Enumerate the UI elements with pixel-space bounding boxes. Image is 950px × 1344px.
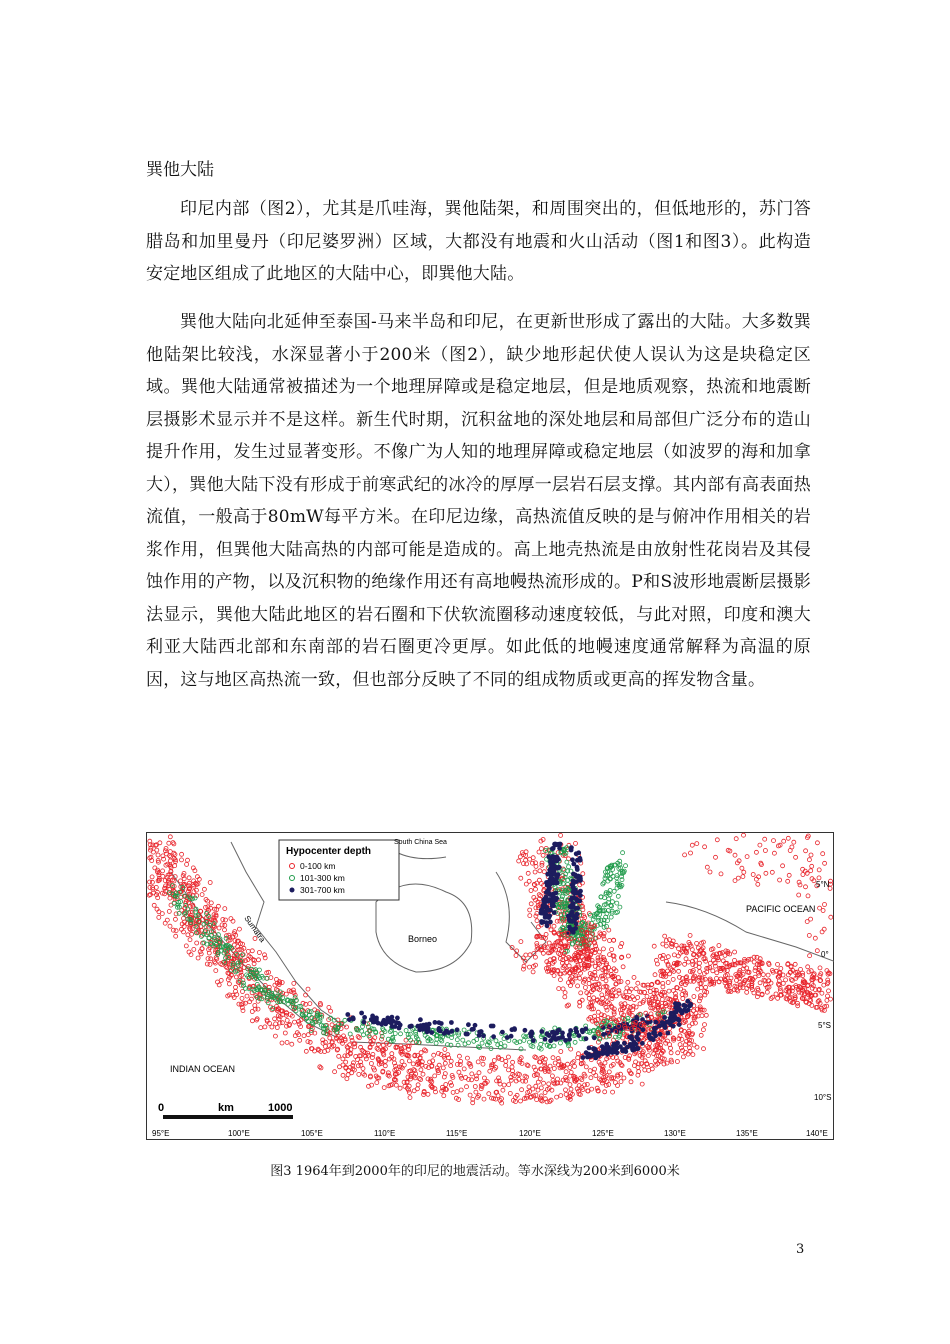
deep-quake: [554, 880, 559, 885]
deep-quake: [576, 850, 581, 855]
label-indian-ocean: INDIAN OCEAN: [170, 1064, 236, 1074]
deep-quake: [345, 1012, 350, 1017]
deep-quake: [471, 1027, 476, 1032]
deep-quake: [677, 1022, 682, 1027]
seismicity-map: [146, 832, 834, 1140]
deep-quake: [571, 879, 576, 884]
deep-quake: [604, 1046, 609, 1051]
deep-quake: [587, 1046, 592, 1051]
deep-quake: [575, 912, 580, 917]
svg-text:125°E: 125°E: [592, 1129, 614, 1138]
deep-quake: [510, 1027, 515, 1032]
deep-quake: [588, 1054, 593, 1059]
svg-text:105°E: 105°E: [301, 1129, 323, 1138]
deep-quake: [569, 897, 574, 902]
deep-quake: [641, 1027, 646, 1032]
svg-text:5°S: 5°S: [818, 1021, 831, 1030]
deep-quake: [380, 1020, 385, 1025]
deep-quake: [570, 910, 575, 915]
deep-quake: [479, 1029, 484, 1034]
deep-quake: [634, 1035, 639, 1040]
deep-quake: [466, 1022, 471, 1027]
deep-quake: [455, 1027, 460, 1032]
deep-quake: [571, 872, 576, 877]
label-pacific-ocean: PACIFIC OCEAN: [746, 904, 816, 914]
deep-quake: [545, 915, 550, 920]
legend: [279, 840, 399, 900]
legend-title: Hypocenter depth: [286, 846, 372, 857]
deep-quake: [395, 1016, 400, 1021]
deep-quake: [543, 1037, 548, 1042]
deep-quake: [681, 1003, 686, 1008]
deep-quake: [592, 1052, 597, 1057]
deep-quake: [611, 1043, 616, 1048]
deep-quake: [547, 1033, 552, 1038]
deep-quake: [600, 1050, 605, 1055]
svg-text:0: 0: [158, 1102, 165, 1114]
deep-quake: [578, 889, 583, 894]
deep-quake: [433, 1020, 438, 1025]
deep-quake: [551, 1030, 556, 1035]
deep-quake: [618, 1044, 623, 1049]
deep-quake: [393, 1024, 398, 1029]
deep-quake: [555, 855, 560, 860]
deep-quake: [552, 910, 557, 915]
deep-quake: [574, 891, 579, 896]
deep-quake: [523, 1028, 528, 1033]
deep-quake: [529, 1034, 534, 1039]
deep-quake: [622, 1041, 627, 1046]
deep-quake: [531, 1038, 536, 1043]
deep-quake: [575, 906, 580, 911]
deep-quake: [391, 1019, 396, 1024]
deep-quake: [549, 863, 554, 868]
legend-item-1: 0-100 km: [300, 861, 336, 871]
deep-quake: [623, 1049, 628, 1054]
deep-quake: [540, 909, 545, 914]
svg-text:100°E: 100°E: [228, 1129, 250, 1138]
deep-quake: [635, 1046, 640, 1051]
svg-text:120°E: 120°E: [519, 1129, 541, 1138]
paragraph-2: 巽他大陆向北延伸至泰国-马来半岛和印尼，在更新世形成了露出的大陆。大多数巽他陆架比较浅，水深显著小于200米（图2），缺少地形起伏使人误认为这是块稳定区域。巽他大陆通常被描述为一个地理屏障或是稳定地层，但是地质观察，热流和地震断层摄影术显示并不是这样。新生代时期，沉积盆地的深处地层和局部但广泛分布的造山提升作用，发生过显著变形。不像广为人知的地理屏障或稳定地层（如波罗的海和加拿大），巽他大陆下没有形成于前寒武纪的冰冷的厚厚一层岩石层支撑。其内部有高表面热流值，一般高于80mW每平方米。在印尼边缘，高热流值反映的是与俯冲作用相关的岩浆作用，但巽他大陆高热的内部可能是造成的。高上地壳热流是由放射性花岗岩及其侵蚀作用的产物，以及沉积物的绝缘作用还有高地幔热流形成的。P和S波形地震断层摄影法显示，巽他大陆此地区的岩石圈和下伏软流圈移动速度较低，与此对照，印度和澳大利亚大陆西北部和东南部的岩石圈更冷更厚。如此低的地幔速度通常解释为高温的原因，这与地区高热流一致，但也部分反映了不同的组成物质或更高的挥发物含量。: [146, 312, 811, 690]
deep-quake: [663, 1025, 668, 1030]
deep-quake: [553, 842, 558, 847]
deep-quake: [573, 1027, 578, 1032]
deep-quake: [481, 1033, 486, 1038]
label-sumatra: Sumatra: [242, 913, 268, 944]
deep-quake: [578, 856, 583, 861]
label-borneo: Borneo: [408, 934, 438, 944]
deep-quake: [677, 1007, 682, 1012]
deep-quake: [552, 871, 557, 876]
deep-quake: [547, 882, 552, 887]
deep-quake: [398, 1023, 403, 1028]
svg-text:km: km: [218, 1102, 234, 1114]
legend-item-3: 301-700 km: [300, 885, 345, 895]
deep-quake: [351, 1017, 356, 1022]
deep-quake: [653, 1020, 658, 1025]
deep-quake: [359, 1011, 364, 1016]
deep-quake: [541, 899, 546, 904]
deep-quake: [418, 1017, 423, 1022]
deep-quake: [568, 1028, 573, 1033]
deep-quake: [544, 890, 549, 895]
deep-quake: [581, 1055, 586, 1060]
svg-text:0°: 0°: [821, 950, 829, 959]
svg-text:140°E: 140°E: [806, 1129, 828, 1138]
deep-quake: [362, 1015, 367, 1020]
deep-quake: [426, 1026, 431, 1031]
deep-quake: [551, 859, 556, 864]
deep-quake: [629, 1034, 634, 1039]
deep-quake: [608, 1049, 613, 1054]
deep-quake: [568, 904, 573, 909]
deep-quake: [446, 1030, 451, 1035]
deep-quake: [539, 1029, 544, 1034]
deep-quake: [662, 1015, 667, 1020]
deep-quake: [673, 1005, 678, 1010]
legend-item-2: 101-300 km: [300, 873, 345, 883]
page-number: 3: [796, 1242, 805, 1257]
deep-quake: [427, 1022, 432, 1027]
deep-quake: [578, 876, 583, 881]
deep-quake: [505, 1035, 510, 1040]
deep-quake: [580, 1029, 585, 1034]
deep-quake: [546, 854, 551, 859]
deep-quake: [671, 1024, 676, 1029]
deep-quake: [539, 920, 544, 925]
deep-quake: [651, 1037, 656, 1042]
deep-quake: [640, 1041, 645, 1046]
deep-quake: [671, 1018, 676, 1023]
deep-quake: [384, 1019, 389, 1024]
deep-quake: [552, 896, 557, 901]
deep-quake: [566, 914, 571, 919]
deep-quake: [546, 898, 551, 903]
section-title: 巽他大陆: [146, 160, 214, 180]
svg-text:95°E: 95°E: [152, 1129, 170, 1138]
paragraph-1: 印尼内部（图2），尤其是爪哇海，巽他陆架，和周围突出的，但低地形的，苏门答腊岛和加里曼丹（印尼婆罗洲）区域，大都没有地震和火山活动（图1和图3）。此构造安定地区组成了此地区的大陆中心，即巽他大陆。: [146, 199, 811, 284]
svg-text:115°E: 115°E: [446, 1129, 468, 1138]
deep-quake: [560, 1031, 565, 1036]
deep-quake: [571, 862, 576, 867]
label-south-china-sea: South China Sea: [394, 839, 447, 846]
deep-quake: [652, 1030, 657, 1035]
deep-quake: [555, 1029, 560, 1034]
deep-quake: [554, 891, 559, 896]
deep-quake: [544, 920, 549, 925]
deep-quake: [647, 1032, 652, 1037]
deep-quake: [628, 1042, 633, 1047]
deep-quake: [551, 846, 556, 851]
deep-quake: [362, 1020, 367, 1025]
deep-quake: [584, 1050, 589, 1055]
deep-quake: [449, 1020, 454, 1025]
deep-quake: [567, 1037, 572, 1042]
deep-quake: [688, 1002, 693, 1007]
deep-quake: [390, 1015, 395, 1020]
deep-quake: [489, 1024, 494, 1029]
deep-quake: [465, 1032, 470, 1037]
deep-quake: [500, 1030, 505, 1035]
deep-quake: [347, 1017, 352, 1022]
svg-text:10°S: 10°S: [814, 1093, 832, 1102]
deep-quake: [374, 1018, 379, 1023]
svg-text:110°E: 110°E: [374, 1129, 396, 1138]
deep-quake: [491, 1034, 496, 1039]
deep-quake: [438, 1029, 443, 1034]
deep-quake: [666, 1031, 671, 1036]
svg-text:1000: 1000: [268, 1102, 293, 1114]
deep-quake: [545, 872, 550, 877]
deep-quake: [658, 1032, 663, 1037]
deep-quake: [592, 1035, 597, 1040]
deep-quake: [584, 1036, 589, 1041]
figure-caption: 图3 1964年到2000年的印尼的地震活动。等水深线为200米到6000米: [270, 1164, 680, 1179]
deep-quake: [442, 1031, 447, 1036]
deep-quake: [665, 1020, 670, 1025]
deep-quake: [613, 1048, 618, 1053]
deep-quake: [570, 857, 575, 862]
deep-quake: [682, 1008, 687, 1013]
deep-quake: [408, 1024, 413, 1029]
deep-quake: [569, 848, 574, 853]
svg-text:5°N: 5°N: [816, 880, 830, 889]
svg-text:135°E: 135°E: [736, 1129, 758, 1138]
deep-quake: [572, 919, 577, 924]
deep-quake: [558, 842, 563, 847]
deep-quake: [529, 1030, 534, 1035]
deep-quake: [557, 865, 562, 870]
deep-quake: [554, 1037, 559, 1042]
svg-text:130°E: 130°E: [664, 1129, 686, 1138]
deep-quake: [548, 1038, 553, 1043]
